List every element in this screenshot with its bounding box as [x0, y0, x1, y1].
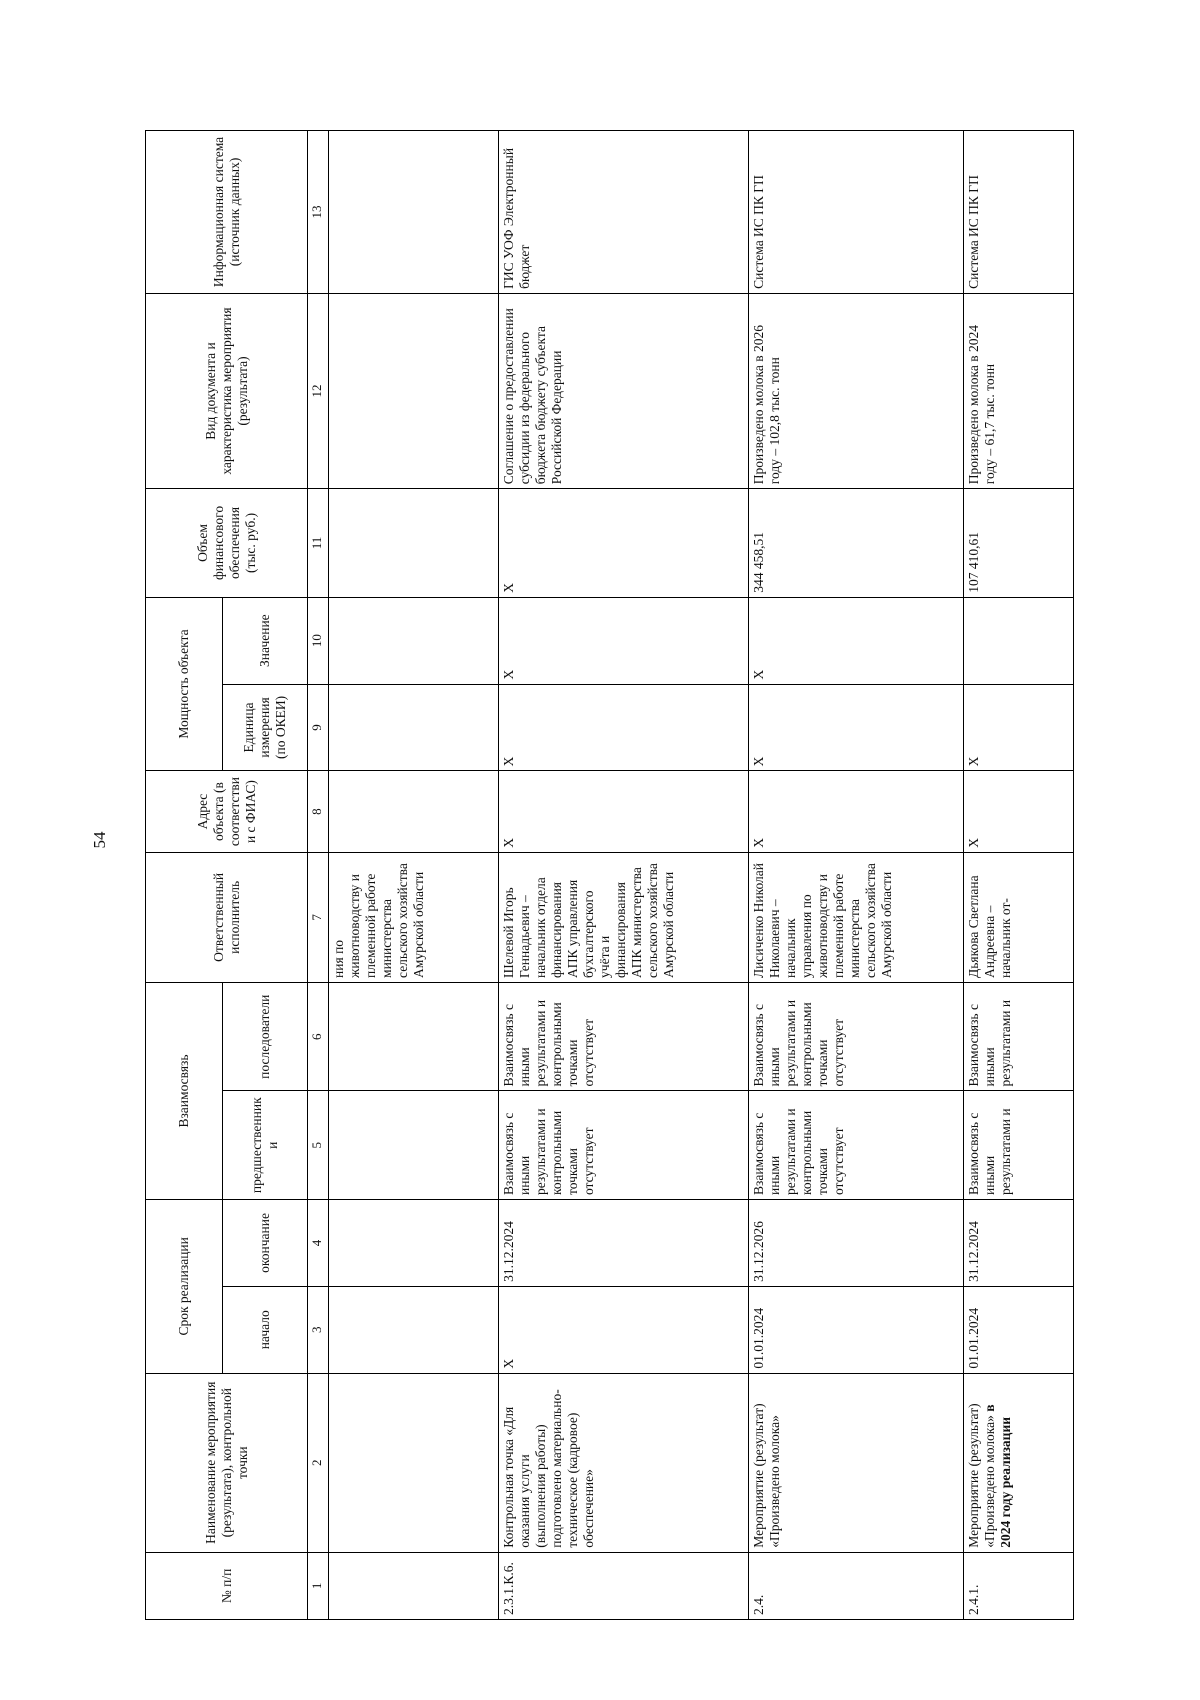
- header-name: Наименование мероприятия (результата), контрольной точки: [146, 1373, 308, 1552]
- cell-value: X: [499, 597, 749, 684]
- col-number: 11: [308, 489, 329, 598]
- cell-successors: Взаимосвязь с иными результатами и: [964, 982, 1074, 1091]
- cell-info-system: [329, 131, 499, 294]
- cell-end: 31.12.2024: [499, 1200, 749, 1287]
- cell-address: [329, 771, 499, 852]
- cell-name: Контрольная точка «Для оказания услуги (выполнения работы) подготовлено материально-техническое (кадровое) обеспечение»: [499, 1373, 749, 1552]
- cell-doc: [329, 293, 499, 488]
- cell-num: 2.3.1.К.6.: [499, 1552, 749, 1619]
- cell-name: [329, 1373, 499, 1552]
- table-row: [499, 131, 749, 1620]
- col-number: 5: [308, 1091, 329, 1200]
- cell-end: [329, 1200, 499, 1287]
- col-number: 3: [308, 1286, 329, 1373]
- col-number: 6: [308, 982, 329, 1091]
- cell-end: 31.12.2024: [964, 1200, 1074, 1287]
- cell-predecessors: [329, 1091, 499, 1200]
- cell-start: X: [499, 1286, 749, 1373]
- header-unit: Единица измерения (по ОКЕИ): [223, 684, 308, 771]
- col-number: 2: [308, 1373, 329, 1552]
- header-row-1: [146, 131, 223, 1620]
- cell-num: 2.4.1.: [964, 1552, 1074, 1619]
- cell-start: [329, 1286, 499, 1373]
- cell-start: 01.01.2024: [749, 1286, 964, 1373]
- cell-successors: Взаимосвязь с иными результатами и контрольными точками отсутствует: [499, 982, 749, 1091]
- cell-doc: Произведено молока в 2026 году – 102,8 тыс. тонн: [749, 293, 964, 488]
- cell-address: X: [499, 771, 749, 852]
- cell-doc: Соглашение о предоставлении субсидии из федерального бюджета бюджету субъекта Российской Федерации: [499, 293, 749, 488]
- cell-predecessors: Взаимосвязь с иными результатами и контрольными точками отсутствует: [749, 1091, 964, 1200]
- table-row: [749, 131, 964, 1620]
- cell-info-system: Система ИС ПК ГП: [964, 131, 1074, 294]
- cell-finance: [329, 489, 499, 598]
- header-predecessors: предшественники: [223, 1091, 308, 1200]
- header-capacity: Мощность объекта: [146, 597, 223, 771]
- header-successors: последователи: [223, 982, 308, 1091]
- col-number: 13: [308, 131, 329, 294]
- cell-predecessors: Взаимосвязь с иными результатами и контрольными точками отсутствует: [499, 1091, 749, 1200]
- col-number: 1: [308, 1552, 329, 1619]
- rotated-table-wrapper: [145, 130, 1075, 1620]
- col-number: 4: [308, 1200, 329, 1287]
- cell-num: [329, 1552, 499, 1619]
- cell-unit: [329, 684, 499, 771]
- cell-finance: 344 458,51: [749, 489, 964, 598]
- header-start: начало: [223, 1286, 308, 1373]
- cell-responsible: Шелевой Игорь Геннадьевич – начальник отдела финансирования АПК управления бухгалтерского учёта и финансирования АПК министерства сельского хозяйства Амурской области: [499, 852, 749, 982]
- header-vzaimosvyaz: Взаимосвязь: [146, 982, 223, 1199]
- col-number: 8: [308, 771, 329, 852]
- cell-start: 01.01.2024: [964, 1286, 1074, 1373]
- col-number: 9: [308, 684, 329, 771]
- cell-finance: X: [499, 489, 749, 598]
- cell-name: Мероприятие (результат) «Произведено молока»: [749, 1373, 964, 1552]
- header-srok: Срок реализации: [146, 1200, 223, 1374]
- header-responsible: Ответственный исполнитель: [146, 852, 308, 982]
- cell-address: X: [749, 771, 964, 852]
- cell-value: X: [749, 597, 964, 684]
- col-number: 10: [308, 597, 329, 684]
- page-number: 54: [90, 831, 109, 849]
- cell-responsible: Лисиченко Николай Николаевич – начальник управления по животноводству и племенной работе министерства сельского хозяйства Амурской области: [749, 852, 964, 982]
- cell-responsible: ния по животноводству и племенной работе министерства сельского хозяйства Амурской области: [329, 852, 499, 982]
- cell-successors: Взаимосвязь с иными результатами и контрольными точками отсутствует: [749, 982, 964, 1091]
- cell-responsible: Дьякова Светлана Андреевна – начальник от-: [964, 852, 1074, 982]
- cell-successors: [329, 982, 499, 1091]
- table-row: [964, 131, 1074, 1620]
- cell-value: [329, 597, 499, 684]
- header-num: № п/п: [146, 1552, 308, 1619]
- header-end: окончание: [223, 1200, 308, 1287]
- header-info-system: Информационная система (источник данных): [146, 131, 308, 294]
- cell-info-system: Система ИС ПК ГП: [749, 131, 964, 294]
- cell-finance: 107 410,61: [964, 489, 1074, 598]
- col-number: 12: [308, 293, 329, 488]
- table-row: [329, 131, 499, 1620]
- cell-unit: X: [749, 684, 964, 771]
- cell-value: [964, 597, 1074, 684]
- header-finance: Объем финансового обеспечения (тыс. руб.): [146, 489, 308, 598]
- cell-info-system: ГИС УОФ Электронный бюджет: [499, 131, 749, 294]
- cell-name: Мероприятие (результат) «Произведено молока» в 2024 году реализации: [964, 1373, 1074, 1552]
- column-numbers-row: [308, 131, 329, 1620]
- cell-address: X: [964, 771, 1074, 852]
- cell-unit: X: [964, 684, 1074, 771]
- cell-end: 31.12.2026: [749, 1200, 964, 1287]
- cell-doc: Произведено молока в 2024 году – 61,7 тыс. тонн: [964, 293, 1074, 488]
- cell-predecessors: Взаимосвязь с иными результатами и: [964, 1091, 1074, 1200]
- cell-num: 2.4.: [749, 1552, 964, 1619]
- header-value: Значение: [223, 597, 308, 684]
- events-table: [145, 130, 1074, 1620]
- cell-unit: X: [499, 684, 749, 771]
- header-address: Адрес объекта (в соответствии с ФИАС): [146, 771, 308, 852]
- header-doc-type: Вид документа и характеристика мероприятия (результата): [146, 293, 308, 488]
- col-number: 7: [308, 852, 329, 982]
